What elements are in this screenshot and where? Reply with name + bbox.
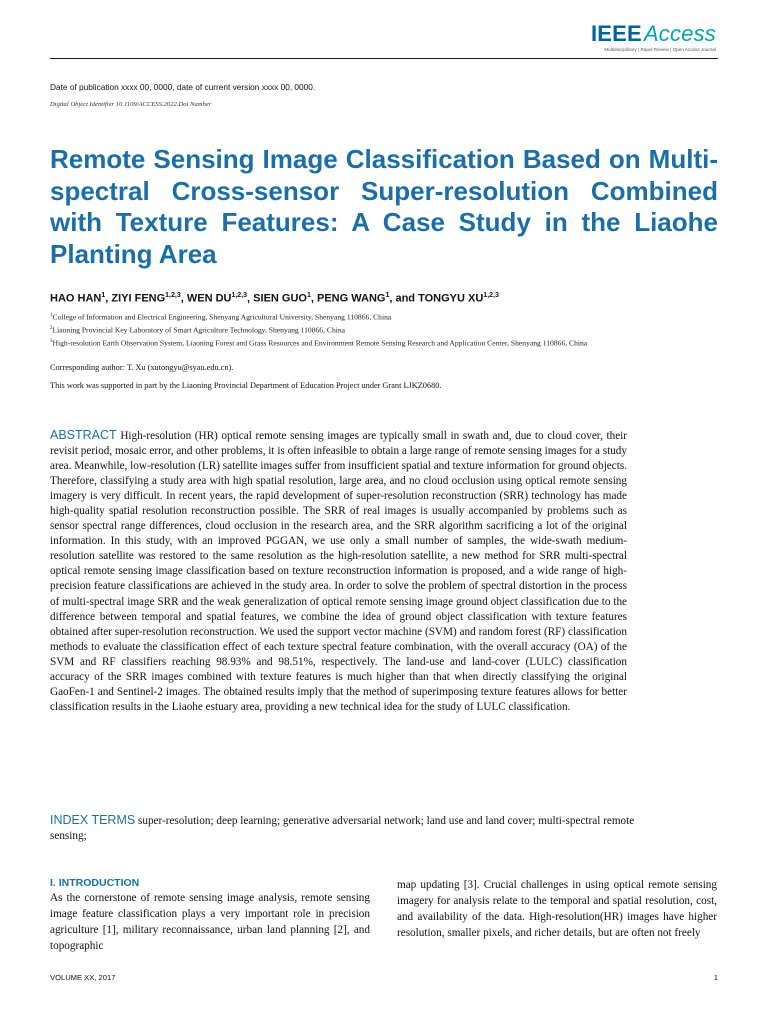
author-separator: , — [105, 292, 112, 305]
header-rule — [50, 58, 718, 59]
author-separator: , — [247, 292, 254, 305]
author-name: HAO HAN — [50, 292, 102, 305]
intro-paragraph-left: As the cornerstone of remote sensing image analysis, remote sensing image feature classification plays a very important role in precision agriculture [1], military reconnaissance, urban land planning [2], and topographic — [50, 892, 370, 953]
author-name: PENG WANG — [317, 292, 386, 305]
affiliation-text: College of Information and Electrical Engineering, Shenyang Agricultural University, Shenyang 110866, China — [52, 312, 392, 322]
section-heading: I. INTRODUCTION — [50, 877, 140, 889]
abstract — [50, 428, 627, 715]
publication-date: Date of publication xxxx 00, 0000, date of current version xxxx 00, 0000. — [50, 82, 316, 92]
body-column-left — [50, 876, 370, 954]
affiliation-item — [50, 310, 650, 323]
logo-access-text: Access — [643, 21, 716, 46]
affiliation-number: 3 — [50, 339, 53, 345]
author-name: TONGYU XU — [418, 292, 484, 305]
author-list — [50, 292, 499, 305]
affiliation-item — [50, 323, 650, 336]
affiliation-text: High-resolution Earth Observation System, Liaoning Forest and Grass Resources and Environment Remote Sensing Research and Application Center, Shenyang 110866, China — [52, 338, 588, 348]
index-terms — [50, 813, 640, 844]
author-affil-sup: 1,2,3 — [231, 292, 248, 299]
affiliation-number: 2 — [50, 326, 53, 332]
author-separator: , — [180, 292, 187, 305]
journal-logo — [591, 22, 716, 52]
logo-ieee-text: IEEE — [590, 21, 642, 46]
affiliation-item — [50, 336, 650, 349]
body-column-right — [397, 877, 717, 941]
author-separator: , and — [389, 292, 419, 305]
author-affil-sup: 1,2,3 — [483, 292, 499, 299]
affiliation-list — [50, 310, 650, 349]
funding-note: This work was supported in part by the Liaoning Provincial Department of Education Project under Grant LJKZ0680. — [50, 381, 442, 390]
affiliation-number: 1 — [50, 313, 53, 318]
author-name: WEN DU — [186, 292, 232, 305]
author-affil-sup: 1 — [306, 292, 311, 299]
author-separator: , — [310, 292, 317, 305]
author-affil-sup: 1,2,3 — [165, 292, 181, 299]
author-affil-sup: 1 — [385, 292, 390, 299]
paper-title: Remote Sensing Image Classification Based on Multi-spectral Cross-sensor Super-resolution Combined with Texture Features: A Case Study in the Liaohe Planting Area — [50, 144, 718, 269]
author-name: SIEN GUO — [253, 292, 307, 305]
abstract-text: High-resolution (HR) optical remote sensing images are typically small in swath and, due to cloud cover, their revisit period, mosaic error, and other problems, it is often infeasible to obtain a large range of remote sensing images for a study area. Meanwhile, low-resolution (LR) satellite images suffer from insufficient spatial and texture information for ground objects. Therefore, classifying a study area with high spatial resolution, large area, and no cloud occlusion using optical remote sensing imagery is very difficult. In recent years, the rapid development of super-resolution reconstruction (SRR) technology has made high-quality spatial resolution reconstruction possible. The SRR of real images is usually accompanied by problems such as sensor spectral range differences, cloud occlusion in the research area, and the SRR algorithm sacrificing a lot of the original information. In this study, with an improved PGGAN, we use only a small number of samples, the wide-swath medium-resolution satellite was restored to the same resolution as the high-resolution satellite, a new method for SRR multi-spectral optical remote sensing image classification based on texture reconstruction information is proposed, and a wide range of high-precision feature classifications are achieved in the study area. In order to solve the problem of spectral distortion in the process of multi-spectral image SRR and the weak generalization of optical remote sensing image ground object classification due to the difference between temporal and spatial features, we combine the idea of ground object classification with texture features obtained after super-resolution reconstruction. We used the support vector machine (SVM) and random forest (RF) classification methods to evaluate the classification effect of each texture spectral feature combination, with the overall accuracy (OA) of the SVM and RF classifiers reaching 98.93% and 98.51%, respectively. The land-use and land-cover (LULC) classification accuracy of the SRR images combined with texture features is much higher than that when directly classifying the original GaoFen-1 and Sentinel-2 images. The obtained results imply that the method of superimposing texture features allows for better classification results in the Liaohe estuary area, providing a new technical idea for the study of LULC classification. — [50, 430, 627, 713]
logo-tagline: Multidisciplinary | Rapid Review | Open Access Journal — [604, 47, 716, 52]
index-terms-label: INDEX TERMS — [50, 813, 136, 827]
index-terms-text: super-resolution; deep learning; generative adversarial network; land use and land cover; multi-spectral remote sensing; — [50, 815, 635, 843]
logo-wordmark — [591, 22, 716, 46]
abstract-label: ABSTRACT — [50, 428, 117, 442]
author-name: ZIYI FENG — [111, 292, 166, 305]
intro-paragraph-right: map updating [3]. Crucial challenges in using optical remote sensing imagery for analysis relate to the temporal and spatial resolution, cost, and availability of the data. High-resolution(HR) images have higher resolution, smaller pixels, and richer details, but are often not freely — [397, 879, 717, 940]
corresponding-author: Corresponding author: T. Xu (xutongyu@syau.edu.cn). — [50, 363, 234, 372]
affiliation-text: Liaoning Provincial Key Laboratory of Smart Agriculture Technology, Shenyang 110866, China — [52, 325, 346, 335]
footer-page-number: 1 — [713, 973, 718, 982]
footer-volume: VOLUME XX, 2017 — [50, 973, 116, 982]
author-affil-sup: 1 — [101, 292, 106, 299]
doi-line: Digital Object Identifier 10.1109/ACCESS.2022.Doi Number — [50, 101, 212, 108]
